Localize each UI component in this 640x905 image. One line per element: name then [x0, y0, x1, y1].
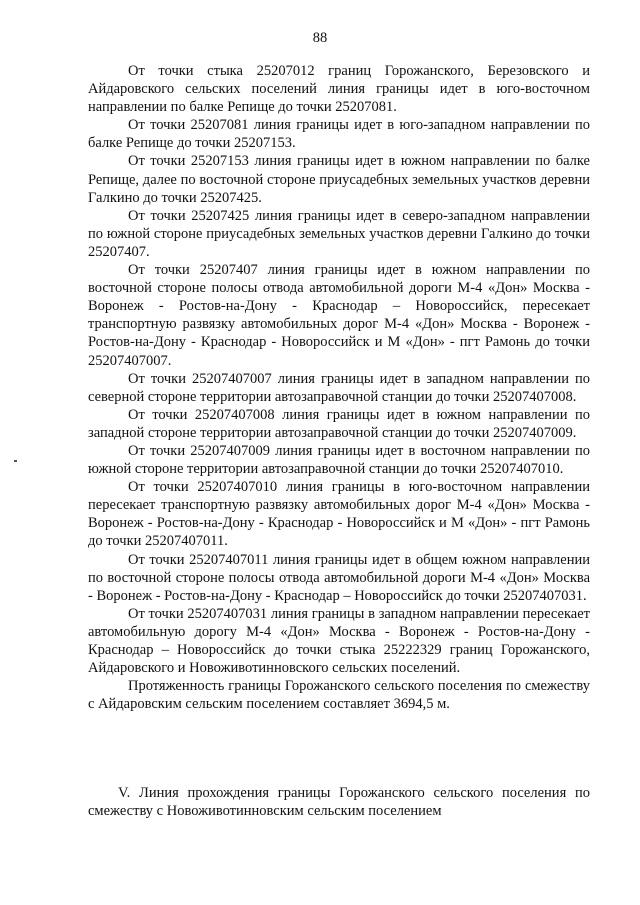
paragraph-5: От точки 25207407 линия границы идет в южном направлении по восточной стороне полосы отвода автомобильной дороги М-4 «Дон» Москва - Воронеж - Ростов-на-Дону - Краснодар – Новороссийск, пересекает транспортную развязку автомобильных дорог М-4 «Дон» Москва - Воронеж - Ростов-на-Дону - Краснодар - Новороссийск и М «Дон» - пгт Рамонь до точки 25207407007. [88, 262, 590, 369]
paragraph-7: От точки 25207407008 линия границы идет в южном направлении по западной стороне территории автозаправочной станции до точки 25207407009. [88, 406, 590, 441]
paragraph-3: От точки 25207153 линия границы идет в южном направлении по балке Репище, далее по восточной стороне приусадебных земельных участков деревни Галкино до точки 25207425. [88, 153, 590, 206]
paragraph-8: От точки 25207407009 линия границы идет в восточном направлении по южной стороне территории автозаправочной станции до точки 25207407010. [88, 442, 590, 478]
page-number: 88 [312, 30, 328, 46]
paragraph-1: От точки стыка 25207012 границ Горожанского, Березовского и Айдаровского сельских поселений линия границы идет в юго-восточном направлении по балке Репище до точки 25207081. [88, 63, 590, 116]
document-body [88, 62, 590, 713]
paragraph-9: От точки 25207407010 линия границы в юго-восточном направлении пересекает транспортную развязку автомобильных дорог М-4 «Дон» Москва - Воронеж - Ростов-на-Дону - Краснодар - Новороссийск и М «Дон» - пгт Рамонь до точки 25207407011. [88, 479, 590, 550]
section-heading: V. Линия прохождения границы Горожанского сельского поселения по смежеству с Новоживотинновским сельским поселением [88, 785, 590, 820]
paragraph-4: От точки 25207425 линия границы идет в северо-западном направлении по южной стороне приусадебных земельных участков деревни Галкино до точки 25207407. [88, 207, 590, 260]
paragraph-12: Протяженность границы Горожанского сельского поселения по смежеству с Айдаровским сельским поселением составляет 3694,5 м. [88, 678, 590, 713]
paragraph-2: От точки 25207081 линия границы идет в юго-западном направлении по балке Репище до точки 25207153. [88, 117, 590, 152]
paragraph-10: От точки 25207407011 линия границы идет в общем южном направлении по восточной стороне полосы отвода автомобильной дороги М-4 «Дон» Москва - Воронеж - Ростов-на-Дону - Краснодар – Новороссийск до точки 25207407031. [88, 551, 590, 604]
paragraph-11: От точки 25207407031 линия границы в западном направлении пересекает автомобильную дорогу М-4 «Дон» Москва - Воронеж - Ростов-на-Дону - Краснодар – Новороссийск до точки стыка 25222329 границ Горожанского, Айдаровского и Новоживотинновского сельских поселений. [88, 605, 590, 677]
margin-mark [14, 460, 17, 462]
paragraph-6: От точки 25207407007 линия границы идет в западном направлении по северной стороне территории автозаправочной станции до точки 25207407008. [88, 370, 590, 405]
